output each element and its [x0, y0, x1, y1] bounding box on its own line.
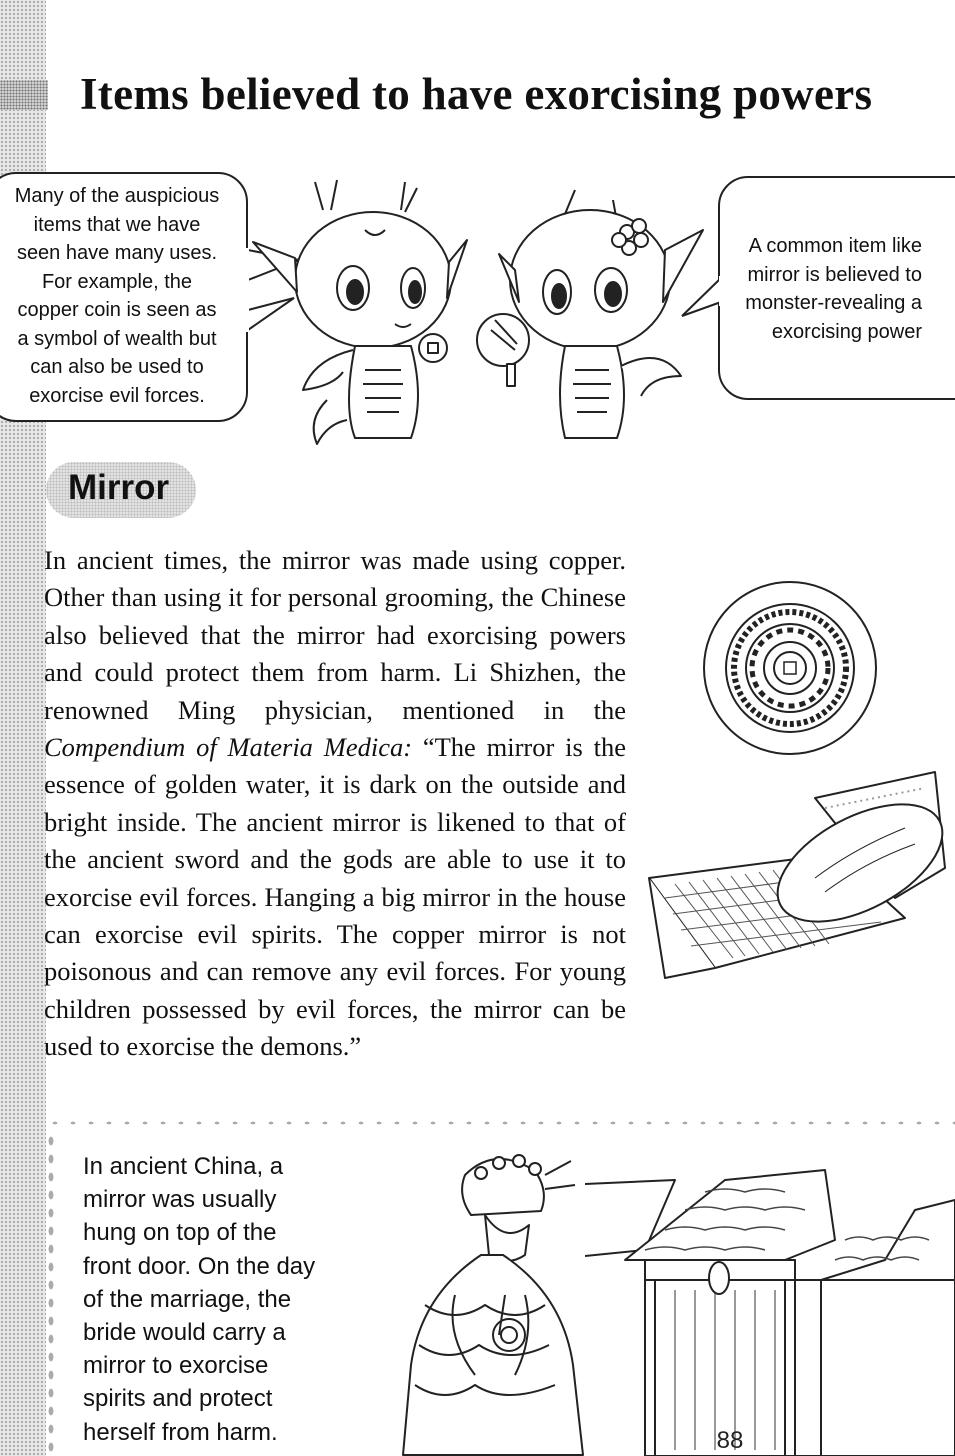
title-marker — [0, 80, 48, 110]
speech-bubble-right — [718, 176, 955, 400]
speech-bubble-right-text: A common item like mirror is believed to monster-revealing a exorcising power — [745, 235, 922, 343]
dragon-mascots-illustration — [245, 170, 705, 450]
mirror-on-book-illustration — [645, 768, 950, 993]
book-title: Compendium of Materia Medica: — [44, 732, 413, 763]
bronze-mirror-illustration — [700, 578, 880, 758]
section-body-part1: In ancient times, the mirror was made using copper. Other than using it for personal grooming, the Chinese also believed that the mirror had exorcising powers and could protect them from harm. Li Shizhen, the renowned Ming physician, mentioned in the — [44, 545, 626, 725]
section-body-part2: “The mirror is the essence of golden water, it is dark on the outside and bright inside. The ancient mirror is likened to that of the ancient sword and the gods are able to use it to exorcise evil forces. Hanging a big mirror in the house can exorcise evil spirits. The copper mirror is not poisonous and can remove any evil forces. For young children possessed by evil forces, the mirror can be used to exorcise the demons.” — [44, 732, 626, 1062]
speech-bubble-left-text: Many of the auspicious items that we have seen have many uses. For example, the copper coin is seen as a symbol of wealth but can also be used to exorcise evil forces. — [14, 185, 220, 407]
door-number: 88 — [716, 1427, 744, 1454]
dotted-divider — [46, 1118, 955, 1128]
house-door-illustration — [585, 1160, 955, 1456]
section-title: Mirror — [68, 468, 170, 507]
speech-bubble-left — [0, 172, 248, 422]
section-body — [44, 542, 626, 1066]
bride-with-mirror-illustration — [395, 1145, 585, 1456]
dotted-border-left — [46, 1132, 56, 1456]
wedding-mirror-note: In ancient China, a mirror was usually hung on top of the front door. On the day of the marriage, the bride would carry a mirror to exorcise spirits and protect herself from harm. — [83, 1153, 316, 1446]
page-title: Items believed to have exorcising powers — [80, 69, 873, 119]
